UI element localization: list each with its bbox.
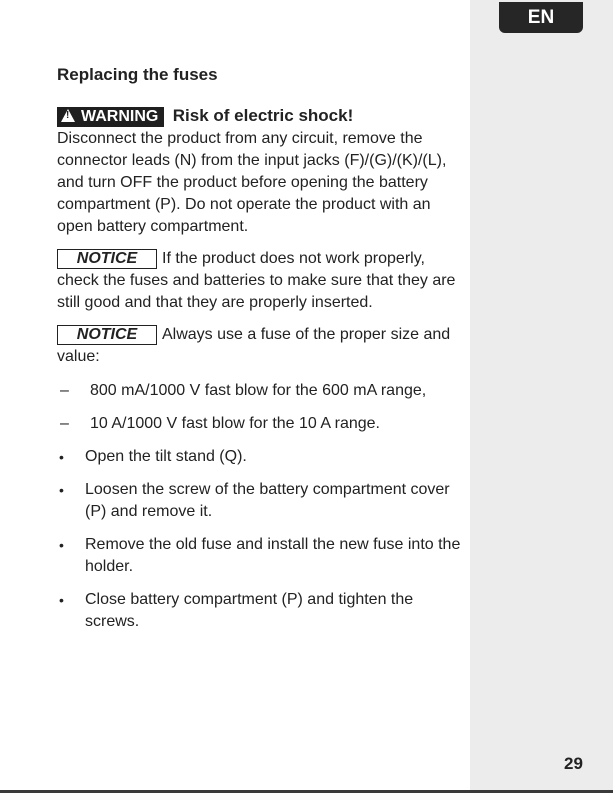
notice-paragraph — [57, 324, 462, 368]
list-item — [57, 589, 462, 633]
list-item-text: Close battery compartment (P) and tighten the screws. — [85, 591, 414, 630]
list-item — [57, 446, 462, 468]
bullet-marker: • — [59, 449, 64, 465]
notice-paragraph — [57, 248, 462, 314]
list-item-text: Open the tilt stand (Q). — [85, 448, 247, 465]
notice-label: NOTICE — [57, 325, 157, 345]
list-item-text: 800 mA/1000 V fast blow for the 600 mA range, — [90, 382, 427, 399]
list-item — [57, 534, 462, 578]
page-sidebar — [470, 0, 613, 790]
bullet-marker: • — [59, 482, 64, 498]
warning-triangle-icon — [61, 109, 75, 122]
dash-marker: – — [60, 382, 69, 399]
list-item-text: Loosen the screw of the battery compartment cover (P) and remove it. — [85, 481, 450, 520]
dash-marker: – — [60, 415, 69, 432]
page-number: 29 — [564, 754, 583, 773]
list-item — [57, 479, 462, 523]
warning-headline: Risk of electric shock! — [172, 106, 354, 125]
main-content — [57, 63, 462, 644]
list-item-text: Remove the old fuse and install the new fuse into the holder. — [85, 536, 461, 575]
bullet-marker: • — [59, 537, 64, 553]
warning-badge — [57, 107, 164, 127]
section-title: Replacing the fuses — [57, 65, 218, 84]
list-item — [57, 413, 462, 435]
fuse-spec-list — [57, 380, 462, 435]
warning-badge-label: WARNING — [81, 108, 159, 125]
warning-paragraph — [57, 105, 462, 238]
bullet-marker: • — [59, 592, 64, 608]
list-item — [57, 380, 462, 402]
step-list — [57, 446, 462, 633]
notice-text: If the product does not work properly, check the fuses and batteries to make sure that they are still good and that they are properly inserted. — [57, 250, 456, 311]
language-tab: EN — [499, 2, 583, 33]
list-item-text: 10 A/1000 V fast blow for the 10 A range. — [90, 415, 380, 432]
warning-text: Disconnect the product from any circuit, remove the connector leads (N) from the input jacks (F)/(G)/(K)/(L), and turn OFF the product before opening the battery compartment (P). Do not operate the product with an open battery compartment. — [57, 130, 447, 235]
notice-label: NOTICE — [57, 249, 157, 269]
notice-text: Always use a fuse of the proper size and value: — [57, 326, 451, 365]
